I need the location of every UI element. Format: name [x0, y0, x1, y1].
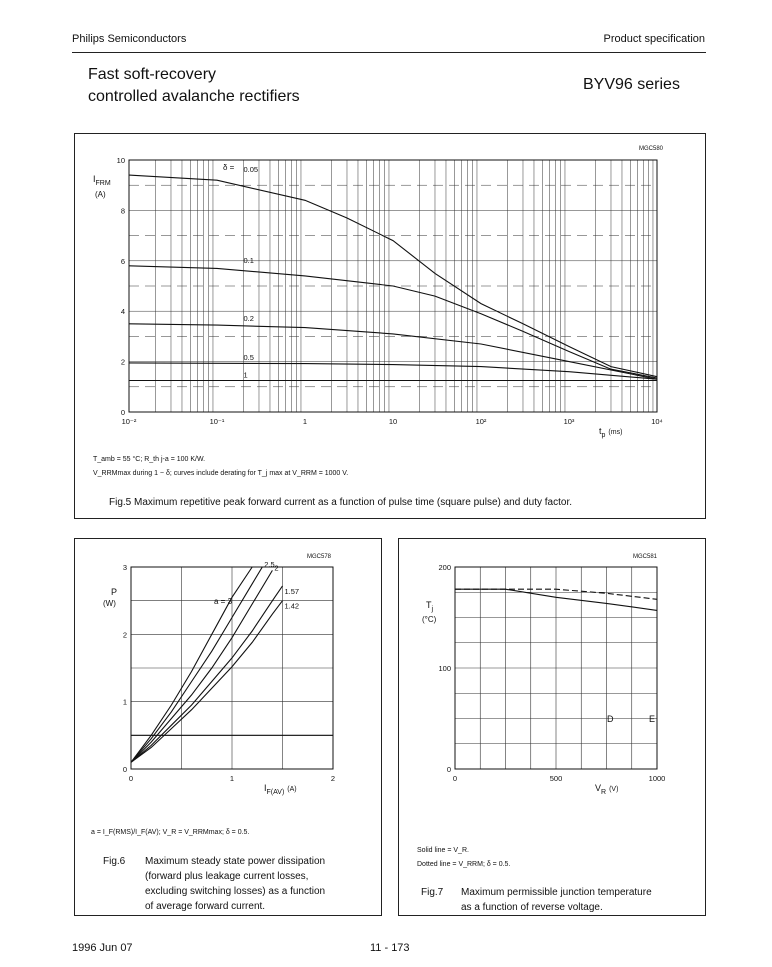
fig5-ylabel: $I_{FRM}$	[93, 174, 111, 187]
series-label: 2.5	[264, 560, 275, 569]
series-label: 1.42	[284, 601, 300, 611]
x-tick-label: 10⁻¹	[209, 417, 225, 426]
fig6-caption-line: excluding switching losses) as a function	[145, 886, 326, 897]
fig7-chart	[399, 539, 705, 915]
fig6-caption-line: (forward plus leakage current losses,	[145, 871, 309, 882]
series-line	[129, 363, 657, 379]
fig7-label-d: D	[607, 714, 614, 724]
fig7-caption-line: as a function of reverse voltage.	[461, 902, 603, 913]
fig6-chart	[75, 539, 381, 915]
series-line	[129, 266, 657, 378]
x-tick-label: 0	[128, 774, 134, 783]
fig7-code: MGC581	[633, 554, 658, 560]
x-tick-label: 10	[388, 417, 398, 426]
series-label: 1	[243, 370, 248, 380]
y-tick-label: 2	[120, 357, 125, 367]
fig6-caption-line: Maximum steady state power dissipation	[145, 856, 326, 867]
fig5-panel	[74, 133, 706, 519]
series-name: BYV96 series	[583, 76, 680, 93]
header-rule	[72, 52, 706, 53]
fig5-note2: V_RRMmax during 1 − δ; curves include derating for T_j max at V_RRM = 1000 V.	[93, 470, 349, 477]
fig5-caption: Fig.5 Maximum repetitive peak forward current as a function of pulse time (square pulse) and duty factor.	[109, 497, 572, 508]
y-tick-label: 0	[122, 765, 127, 774]
x-tick-label: 1000	[648, 774, 666, 783]
fig7-note1: Solid line = V_R.	[417, 847, 469, 854]
fig7-yunit: (°C)	[422, 615, 437, 624]
y-tick-label: 6	[120, 256, 125, 266]
x-tick-label: 1	[229, 774, 235, 783]
series-line	[131, 601, 283, 763]
x-tick-label: 0	[452, 774, 458, 783]
fig7-ylabel: $T_j$	[426, 600, 434, 613]
fig7-caption-label: Fig.7	[421, 887, 444, 898]
y-tick-label: 8	[120, 206, 125, 216]
series-label: 0.5	[243, 352, 254, 362]
y-tick-label: 3	[122, 563, 127, 572]
fig7-note2: Dotted line = V_RRM; δ = 0.5.	[417, 861, 511, 868]
y-tick-label: 1	[122, 697, 127, 707]
series-line	[129, 324, 657, 379]
fig5-code: MGC580	[639, 146, 664, 152]
series-label: 2	[274, 563, 279, 573]
series-line	[131, 567, 262, 762]
fig6-ylabel: P	[111, 587, 118, 597]
fig6-a-label: a = 3	[214, 597, 233, 606]
y-tick-label: 0	[120, 408, 125, 417]
fig5-delta-label: δ =	[223, 163, 235, 172]
doc-title-line1: Fast soft-recovery	[88, 66, 217, 83]
doc-title-line2: controlled avalanche rectifiers	[88, 88, 300, 105]
x-tick-label: 500	[549, 774, 563, 783]
fig6-caption-line: of average forward current.	[145, 901, 266, 912]
y-tick-label: 0	[446, 765, 451, 774]
series-label: 0.2	[243, 313, 254, 323]
fig5-note1: T_amb = 55 °C; R_th j-a = 100 K/W.	[93, 456, 206, 463]
series-label: 0.05	[243, 165, 259, 175]
doc-type: Product specification	[603, 33, 705, 45]
fig7-panel	[398, 538, 706, 916]
y-tick-label: 2	[122, 630, 127, 640]
x-tick-label: 10⁻²	[121, 417, 137, 426]
fig7-xlabel: $V_R$ $^{(V)}$	[595, 783, 619, 796]
fig5-yunit: (A)	[95, 190, 106, 199]
y-tick-label: 100	[438, 664, 451, 673]
footer-date: 1996 Jun 07	[72, 942, 133, 954]
fig6-note: a = I_F(RMS)/I_F(AV); V_R = V_RRMmax; δ = 0.5.	[91, 829, 250, 836]
fig5-xlabel: $t_p$ $^{(ms)}$	[599, 426, 623, 439]
y-tick-label: 200	[438, 563, 451, 572]
y-tick-label: 10	[116, 156, 125, 165]
y-tick-label: 4	[120, 307, 125, 317]
series-line	[129, 175, 657, 377]
x-tick-label: 1	[302, 417, 308, 426]
x-tick-label: 10⁴	[651, 417, 663, 426]
fig6-caption-label: Fig.6	[103, 856, 126, 867]
x-tick-label: 10³	[563, 417, 575, 426]
footer-page: 11 - 173	[370, 942, 410, 954]
fig6-code: MGC578	[307, 554, 332, 560]
fig6-xlabel: $I_{F(AV)}$ $^{(A)}$	[264, 783, 297, 796]
fig5-chart	[75, 134, 705, 518]
fig6-panel	[74, 538, 382, 916]
fig7-label-e: E	[649, 714, 656, 724]
fig6-yunit: (W)	[103, 599, 116, 608]
series-label: 1.57	[284, 586, 300, 596]
company-name: Philips Semiconductors	[72, 33, 187, 45]
x-tick-label: 2	[330, 774, 336, 783]
fig7-caption-line: Maximum permissible junction temperature	[461, 887, 652, 898]
x-tick-label: 10²	[475, 417, 487, 426]
series-label: 0.1	[243, 255, 254, 265]
